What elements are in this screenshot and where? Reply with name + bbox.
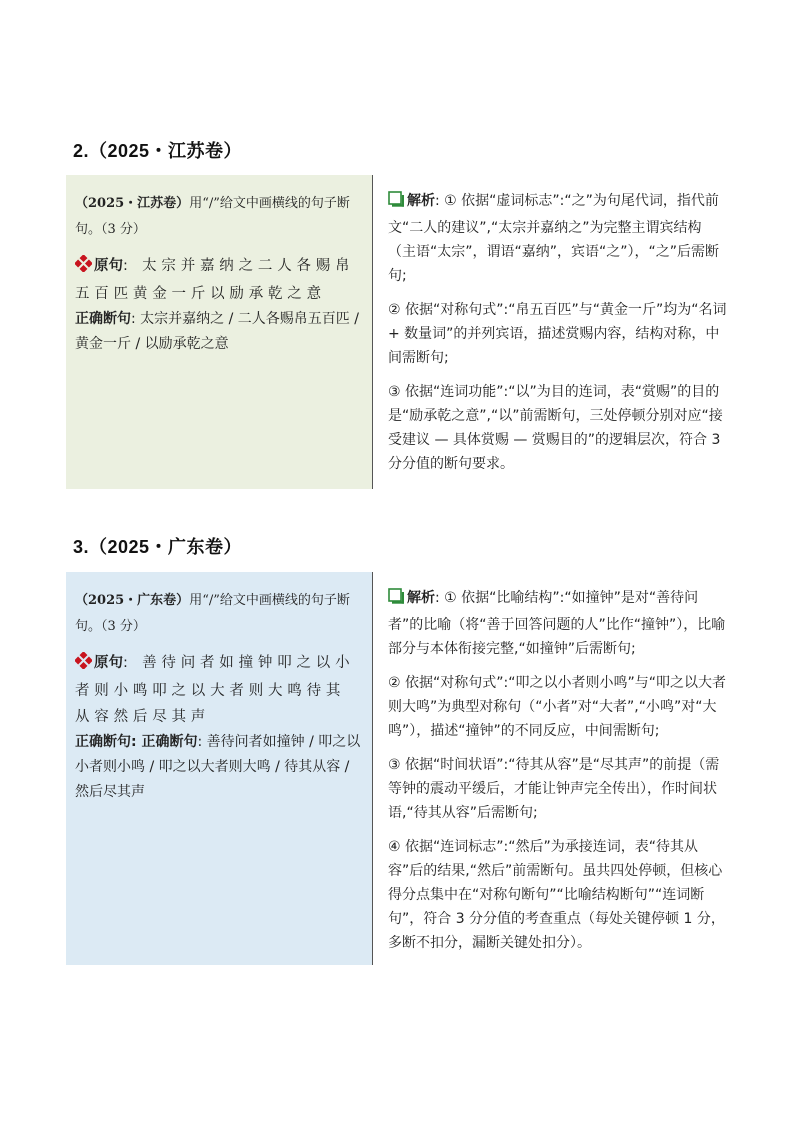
analysis-paragraph: ④ 依据“连词标志”:“然后”为承接连词，表“待其从容”后的结果,“然后”前需断句。虽共四处停顿，但核心得分点集中在“对称句断句”“比喻结构断句”“连词断句”，符合 3 分分值的考查重点（每处关键停顿 1 分，多断不扣分，漏断关键处扣分）。 — [388, 839, 725, 951]
prompt-source: （2025・广东卷） — [75, 593, 190, 608]
analysis-paragraph — [388, 189, 728, 288]
original-text: : 太宗并嘉纳之二人各赐帛五百匹黄金一斤以励承乾之意 — [75, 258, 355, 302]
analysis-label: 解析 — [407, 193, 435, 209]
analysis-paragraph: ② 依据“对称句式”:“帛五百匹”与“黄金一斤”均为“名词 + 数量词”的并列宾语，描述赏赐内容，结构对称，中间需断句; — [388, 302, 727, 366]
analysis-cell — [373, 572, 736, 965]
original-sentence — [75, 253, 362, 307]
original-label: 原句 — [94, 258, 123, 274]
question-prompt — [75, 588, 362, 640]
correct-answer — [75, 730, 362, 805]
diamond-icon — [75, 255, 92, 281]
analysis-text: : ① 依据“虚词标志”:“之”为句尾代词，指代前文“二人的建议”,“太宗并嘉纳之”为完整主谓宾结构（主语“太宗”，谓语“嘉纳”，宾语“之”），“之”后需断句; — [388, 193, 720, 284]
checkbox-icon — [388, 191, 405, 216]
analysis-label: 解析 — [407, 590, 435, 606]
question-table — [66, 572, 736, 965]
correct-text: : 太宗并嘉纳之 / 二人各赐帛五百匹 / 黄金一斤 / 以励承乾之意 — [75, 311, 359, 352]
checkbox-icon — [388, 588, 405, 613]
analysis-cell — [373, 175, 736, 489]
analysis-paragraph: ② 依据“对称句式”:“叩之以小者则小鸣”与“叩之以大者则大鸣”为典型对称句（“小者”对“大者”,“小鸣”对“大鸣”），描述“撞钟”的不同反应，中间需断句; — [388, 675, 726, 739]
diamond-icon — [75, 652, 92, 678]
analysis-paragraph — [388, 586, 728, 661]
correct-text: : 善待问者如撞钟 / 叩之以小者则小鸣 / 叩之以大者则大鸣 / 待其从容 / 然后尽其声 — [75, 734, 361, 800]
correct-label: 正确断句: 正确断句 — [75, 734, 198, 750]
prompt-text: 用“/”给文中画横线的句子断句。（3 分） — [75, 593, 350, 634]
question-prompt — [75, 191, 362, 243]
prompt-text: 用“/”给文中画横线的句子断句。（3 分） — [75, 196, 350, 237]
question-table — [66, 175, 736, 489]
analysis-paragraph: ③ 依据“时间状语”:“待其从容”是“尽其声”的前提（需等钟的震动平缓后，才能让钟声完全传出），作时间状语,“待其从容”后需断句; — [388, 757, 720, 821]
analysis-paragraph: ③ 依据“连词功能”:“以”为目的连词，表“赏赐”的目的是“励承乾之意”,“以”前需断句，三处停顿分别对应“接受建议 — 具体赏赐 — 赏赐目的”的逻辑层次，符合 3 分分值的断句要求。 — [388, 384, 723, 472]
original-text: : 善待问者如撞钟叩之以小者则小鸣叩之以大者则大鸣待其从容然后尽其声 — [75, 655, 355, 725]
original-label: 原句 — [94, 655, 123, 671]
section-heading: 3.（2025・广东卷） — [73, 537, 243, 557]
question-cell — [66, 175, 373, 489]
correct-answer — [75, 307, 362, 357]
question-cell — [66, 572, 373, 965]
analysis-text: : ① 依据“比喻结构”:“如撞钟”是对“善待问者”的比喻（将“善于回答问题的人”比作“撞钟”），比喻部分与本体衔接完整,“如撞钟”后需断句; — [388, 590, 726, 657]
original-sentence — [75, 650, 362, 730]
section-heading: 2.（2025・江苏卷） — [73, 141, 243, 161]
prompt-source: （2025・江苏卷） — [75, 196, 190, 211]
correct-label: 正确断句 — [75, 311, 131, 327]
